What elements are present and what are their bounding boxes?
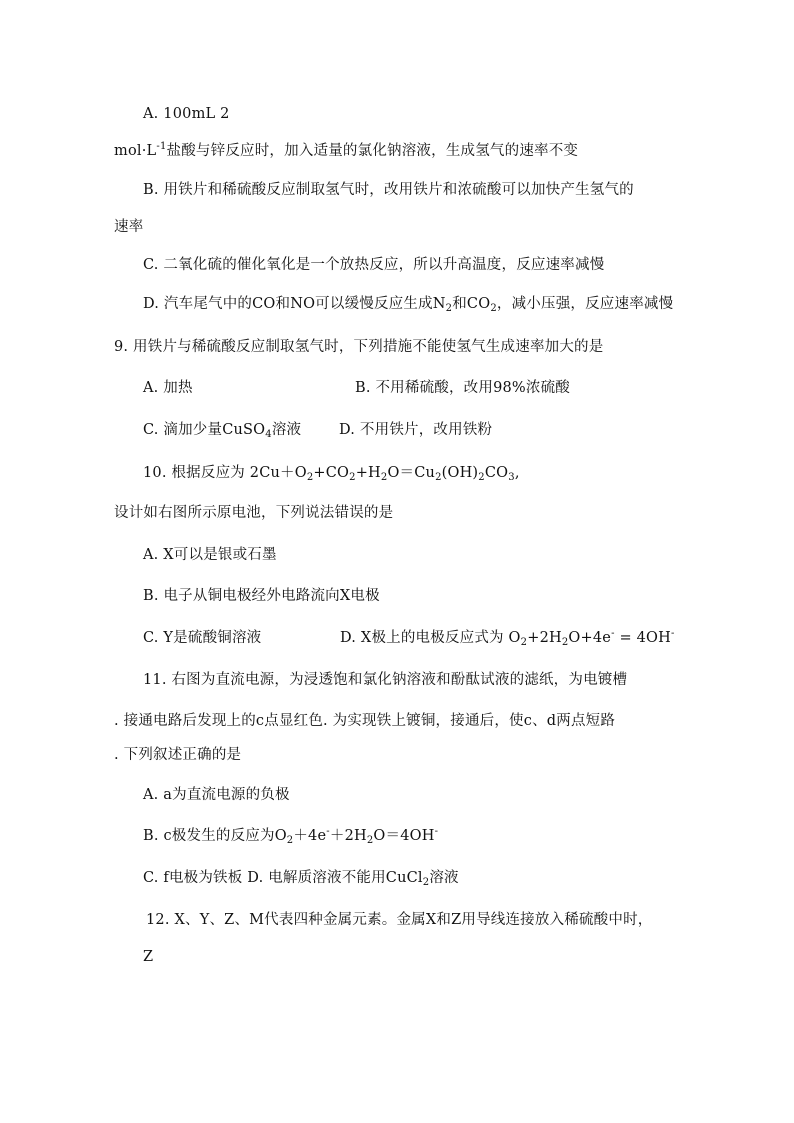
q11-option-a: A. a为直流电源的负极 xyxy=(143,787,290,803)
option-a-line1: A. 100mL 2 xyxy=(143,106,230,122)
question-9: 9. 用铁片与稀硫酸反应制取氢气时，下列措施不能使氢气生成速率加大的是 xyxy=(114,339,604,355)
question-11-line2: . 接通电路后发现上的c点显红色. 为实现铁上镀铜，接通后，使c、d两点短路 xyxy=(114,713,616,729)
q10-option-b: B. 电子从铜电极经外电路流向X电极 xyxy=(143,588,380,604)
question-10: 10. 根据反应为 $2Cu+O_2+CO_2+H_2O=Cu_2(OH)_2CO_3$, xyxy=(143,465,520,483)
question-10-stem: 设计如右图所示原电池，下列说法错误的是 xyxy=(114,505,394,521)
question-11: 11. 右图为直流电源，为浸透饱和氯化钠溶液和酚酞试液的滤纸，为电镀槽 xyxy=(143,672,628,688)
option-a-line2: $mol\cdot L^{-1}$盐酸与锌反应时，加入适量的氯化钠溶液，生成氢气的速率不变 xyxy=(114,141,579,159)
question-11-line3: . 下列叙述正确的是 xyxy=(114,747,242,763)
option-c: C. 二氧化硫的催化氧化是一个放热反应，所以升高温度，反应速率减慢 xyxy=(143,257,605,273)
option-b-line1: B. 用铁片和稀硫酸反应制取氢气时，改用铁片和浓硫酸可以加快产生氢气的 xyxy=(143,182,634,198)
q10-option-d: D. X极上的电极反应式为 $O_2+2H_2O+4e^- = 4OH^-$ xyxy=(340,628,675,648)
question-12: 12. X、Y、Z、M代表四种金属元素。金属X和Z用导线连接放入稀硫酸中时， xyxy=(146,912,653,928)
q9-option-d: D. 不用铁片，改用铁粉 xyxy=(339,422,493,438)
q10-option-c: C. Y是硫酸铜溶液 xyxy=(143,630,262,646)
question-12-line2: Z xyxy=(143,949,154,965)
option-d: D. 汽车尾气中的CO和NO可以缓慢反应生成$N_2$和$CO_2$，减小压强，反应速率减慢 xyxy=(143,296,674,314)
q11-option-b: B. c极发生的反应为$O_2+4e^-+2H_2O=4OH^-$ xyxy=(143,826,439,846)
option-b-line2: 速率 xyxy=(114,219,144,235)
q10-option-a: A. X可以是银或石墨 xyxy=(143,547,277,563)
q9-option-c: C. 滴加少量CuSO$_4$溶液 xyxy=(143,422,302,440)
q11-option-c-d: C. f电极为铁板 D. 电解质溶液不能用CuCl$_2$溶液 xyxy=(143,870,459,888)
q9-option-b: B. 不用稀硫酸，改用98%浓硫酸 xyxy=(355,380,571,396)
q9-option-a: A. 加热 xyxy=(143,380,193,396)
